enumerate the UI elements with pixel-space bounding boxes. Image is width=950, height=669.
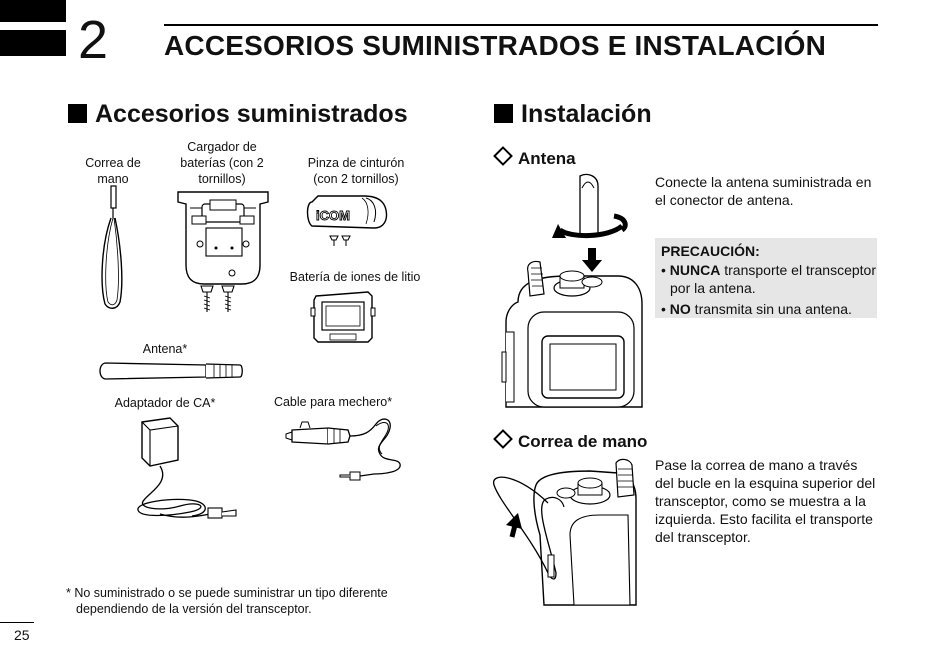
caution-item-emphasis: NO — [669, 301, 691, 317]
chapter-number: 2 — [78, 10, 109, 70]
footnote-line-1: * No suministrado o se puede suministrar un tipo diferente — [66, 586, 388, 600]
ac-adapter-caption: Adaptador de CA* — [114, 396, 216, 410]
li-ion-battery-illustration — [310, 290, 380, 346]
hand-strap-subheading: Correa de mano — [494, 432, 647, 452]
icom-logo: iCOM — [316, 208, 350, 223]
installation-heading: Instalación — [494, 100, 652, 129]
footnote — [66, 585, 446, 617]
belt-clip-caption: Pinza de cinturón (con 2 tornillos) — [307, 156, 405, 186]
antenna-illustration — [96, 360, 246, 382]
hand-strap-caption: Correa de mano — [85, 156, 141, 186]
hand-strap-instructions: Pase la correa de mano a través del bucle en la esquina superior del transceptor, como se muestra a la izquierda. Esto facilita el transporte del transceptor. — [655, 457, 876, 545]
square-bullet-icon — [68, 104, 87, 123]
hand-strap-install-illustration — [490, 455, 650, 605]
caution-list — [655, 261, 877, 318]
antenna-instructions: Conecte la antena suministrada en el conector de antena. — [655, 174, 872, 208]
ac-adapter-illustration — [130, 412, 240, 532]
chapter-rule — [164, 24, 878, 26]
diamond-bullet-icon — [493, 429, 513, 449]
accessories-heading: Accesorios suministrados — [68, 100, 408, 129]
cigarette-cable-caption: Cable para mechero* — [273, 395, 393, 409]
footnote-line-2: dependiendo de la versión del transceptor. — [76, 602, 312, 616]
chapter-tab-bottom — [0, 30, 66, 56]
square-bullet-icon — [494, 104, 513, 123]
caution-box — [655, 238, 877, 318]
caution-item: • NUNCA transporte el transceptor por la antena. — [661, 262, 876, 296]
cigarette-cable-illustration — [284, 414, 414, 486]
battery-charger-illustration — [176, 190, 271, 315]
diamond-bullet-icon — [493, 146, 513, 166]
battery-caption: Batería de iones de litio — [289, 270, 421, 284]
belt-clip-illustration — [304, 192, 394, 252]
caution-item-text: transporte el transceptor por la antena. — [670, 262, 876, 296]
caution-item: • NO transmita sin una antena. — [661, 301, 852, 317]
antenna-install-illustration — [498, 172, 648, 407]
charger-caption: Cargador de baterías (con 2 tornillos) — [180, 140, 264, 186]
chapter-tab-top — [0, 0, 66, 22]
antenna-subheading: Antena — [494, 149, 576, 169]
page-number: 25 — [14, 627, 30, 643]
page-number-rule — [0, 622, 34, 623]
caution-item-emphasis: NUNCA — [669, 262, 721, 278]
antenna-caption: Antena* — [142, 342, 188, 356]
hand-strap-illustration — [95, 186, 135, 311]
caution-title: PRECAUCIÓN: — [661, 243, 760, 259]
chapter-title: ACCESORIOS SUMINISTRADOS E INSTALACIÓN — [164, 30, 827, 61]
caution-item-text: transmita sin una antena. — [690, 301, 852, 317]
